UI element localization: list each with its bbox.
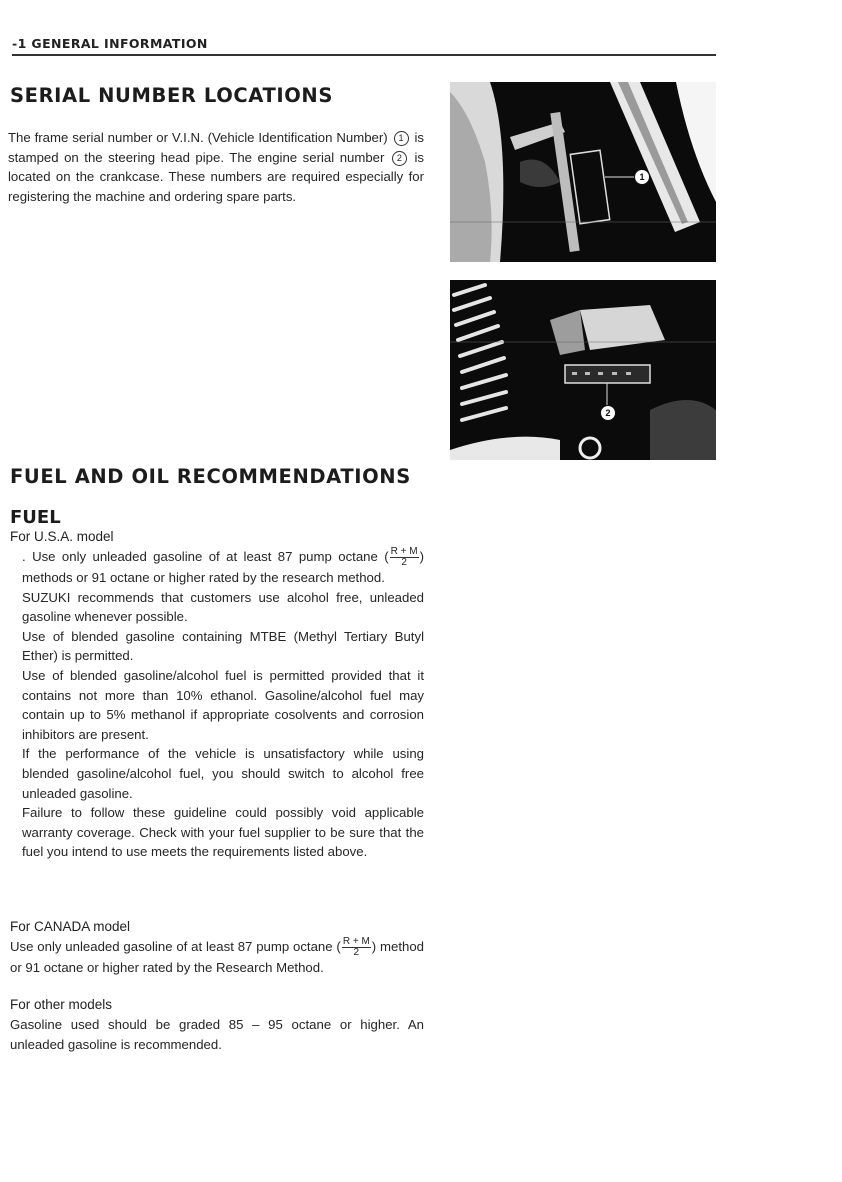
usa-text-a: . Use only unleaded gasoline of at least 87 pump octane (	[22, 549, 389, 564]
canada-model-heading: For CANADA model	[10, 919, 131, 934]
usa-text-b: ) methods or 91 octane or higher rated by the research method.	[22, 549, 424, 586]
fraction-denominator: 2	[401, 557, 407, 569]
octane-fraction	[342, 937, 371, 958]
subsection-title-fuel: FUEL	[10, 507, 61, 528]
steering-head-pipe-photo	[450, 82, 716, 262]
crankcase-photo	[450, 280, 716, 460]
fraction-numerator: R + M	[390, 546, 418, 558]
page-header: -1 GENERAL INFORMATION	[12, 36, 208, 51]
marker-1-icon: 1	[394, 131, 409, 146]
serial-number-paragraph	[8, 128, 424, 206]
usa-paragraph: Use of blended gasoline containing MTBE (Methyl Tertiary Butyl Ether) is permitted.	[22, 628, 424, 664]
callout-1-icon: 1	[634, 169, 650, 185]
canada-text-b: ) method or 91 octane or higher rated by the Research Method.	[10, 939, 424, 976]
usa-model-content	[22, 547, 424, 862]
usa-paragraph: If the performance of the vehicle is unsatisfactory while using blended gasoline/alcohol fuel, you should switch to alcohol free unleaded gasoline.	[22, 746, 424, 801]
other-models-text: Gasoline used should be graded 85 – 95 octane or higher. An unleaded gasoline is recommended.	[10, 1017, 424, 1052]
callout-2-icon: 2	[600, 405, 616, 421]
header-rule	[12, 54, 716, 56]
octane-fraction	[390, 547, 419, 568]
other-models-heading: For other models	[10, 997, 113, 1012]
usa-octane-requirement	[22, 547, 424, 588]
fraction-denominator: 2	[353, 947, 360, 959]
serial-text-part2: is stamped on the steering head pipe. The engine serial number	[8, 130, 424, 165]
serial-text-part3: is located on the crankcase. These numbers are required especially for registering the machine and ordering spare parts.	[8, 149, 424, 204]
usa-model-heading: For U.S.A. model	[10, 529, 114, 544]
usa-paragraph: Use of blended gasoline/alcohol fuel is permitted provided that it contains not more than 10% ethanol. Gasoline/alcohol fuel may contain up to 5% methanol if appropriate cosolvents and corrosion inhibitors are present.	[22, 667, 424, 742]
section-title-fuel-and-oil: FUEL AND OIL RECOMMENDATIONS	[10, 465, 411, 488]
canada-model-text	[10, 937, 424, 978]
canada-text-a: Use only unleaded gasoline of at least 87 pump octane (	[10, 939, 341, 954]
marker-2-icon: 2	[392, 151, 407, 166]
usa-paragraph: Failure to follow these guideline could possibly void applicable warranty coverage. Check with your fuel supplier to be sure that the fuel you intend to use meets the requirements listed above.	[22, 805, 424, 860]
fraction-numerator: R + M	[342, 936, 370, 948]
section-title-serial-number-locations: SERIAL NUMBER LOCATIONS	[10, 84, 333, 107]
serial-text-part1: The frame serial number or V.I.N. (Vehicle Identification Number)	[8, 130, 388, 145]
usa-paragraph: SUZUKI recommends that customers use alcohol free, unleaded gasoline whenever possible.	[22, 589, 424, 625]
